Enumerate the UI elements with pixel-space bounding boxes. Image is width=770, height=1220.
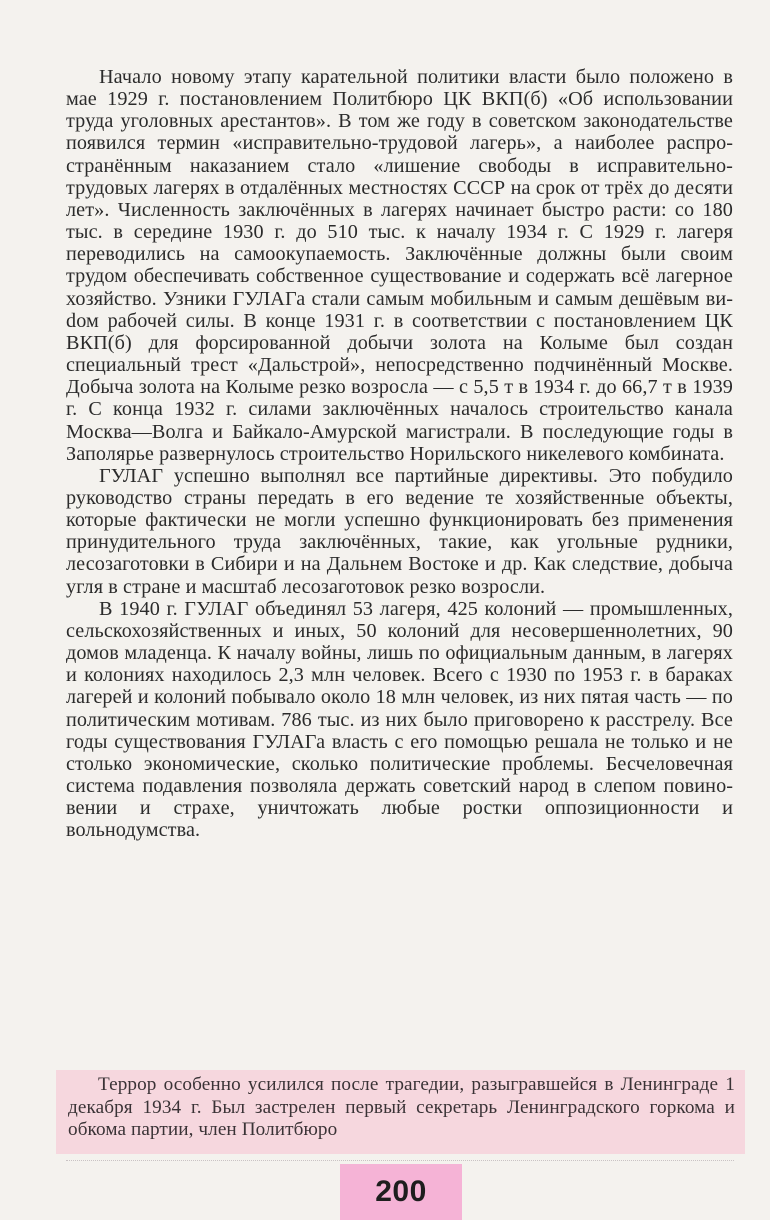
paragraph: В 1940 г. ГУЛАГ объединял 53 лагеря, 425 колоний — промышленных, сельскохозяйственных и иных, 50 колоний для несовершеннолетних, 90 домов младенца. К началу войны, лишь по официальным данным, в лагерях и колониях находилось 2,3 млн человек. Всего с 1930 по 1953 г. в бараках лагерей и колоний побывало около 18 млн человек, из них пятая часть — по политическим мотивам. 786 тыс. из них было приговорено к расстрелу. Все годы существования ГУЛАГа власть с его помощью решала не только и не столько экономические, сколько политические проблемы. Бесчеловечная система подавления позволяла держать советский народ в слепом повиновении и страхе, уничтожать любые ростки оппозиционности и вольнодумства. <box>66 597 733 842</box>
page-number-badge <box>340 1164 462 1220</box>
paragraph: Начало новому этапу карательной политики власти было положено в мае 1929 г. постановлением Политбюро ЦК ВКП(б) «Об использовании труда уголовных арестантов». В том же году в советском законодательстве появился термин «исправительно-трудовой лагерь», а наиболее распространённым наказанием стало «лишение свободы в исправительно-трудовых лагерях в отдалённых местностях СССР на срок от трёх до десяти лет». Численность заключённых в лагерях начинает быстро расти: со 180 тыс. в середине 1930 г. до 510 тыс. к началу 1934 г. С 1929 г. лагеря переводились на самоокупаемость. Заключённые должны были своим трудом обеспечивать собственное существование и содержать всё лагерное хозяйство. Узники ГУЛАГа стали самым мобильным и самым дешёвым виdом рабочей силы. В конце 1931 г. в соответствии с постановлением ЦК ВКП(б) для форсированной добычи золота на Колыме был создан специальный трест «Дальстрой», непосредственно подчинённый Москве. Добыча золота на Колыме резко возросла — с 5,5 т в 1934 г. до 66,7 т в 1939 г. С конца 1932 г. силами заключённых началось строительство канала Москва—Волга и Байкало-Амурской магистрали. В последующие годы в Заполярье развернулось строительство Норильского никелевого комбината. <box>66 66 733 465</box>
page-number: 200 <box>375 1175 427 1208</box>
paragraph: ГУЛАГ успешно выполнял все партийные директивы. Это побудило руководство страны передать в его ведение те хозяйственные объекты, которые фактически не могли успешно функционировать без применения принудительного труда заключённых, такие, как угольные рудники, лесозаготовки в Сибири и на Дальнем Востоке и др. Как следствие, добыча угля в стране и масштаб лесозаготовок резко возросли. <box>66 464 733 598</box>
highlighted-note <box>56 1070 745 1154</box>
main-text <box>66 66 733 841</box>
highlighted-note-text: Террор особенно усилился после трагедии, разыгравшейся в Ленинграде 1 декабря 1934 г. Был застрелен первый секретарь Ленинградского горкома и обкома партии, член Политбюро <box>68 1074 735 1140</box>
footer-divider <box>66 1160 734 1161</box>
